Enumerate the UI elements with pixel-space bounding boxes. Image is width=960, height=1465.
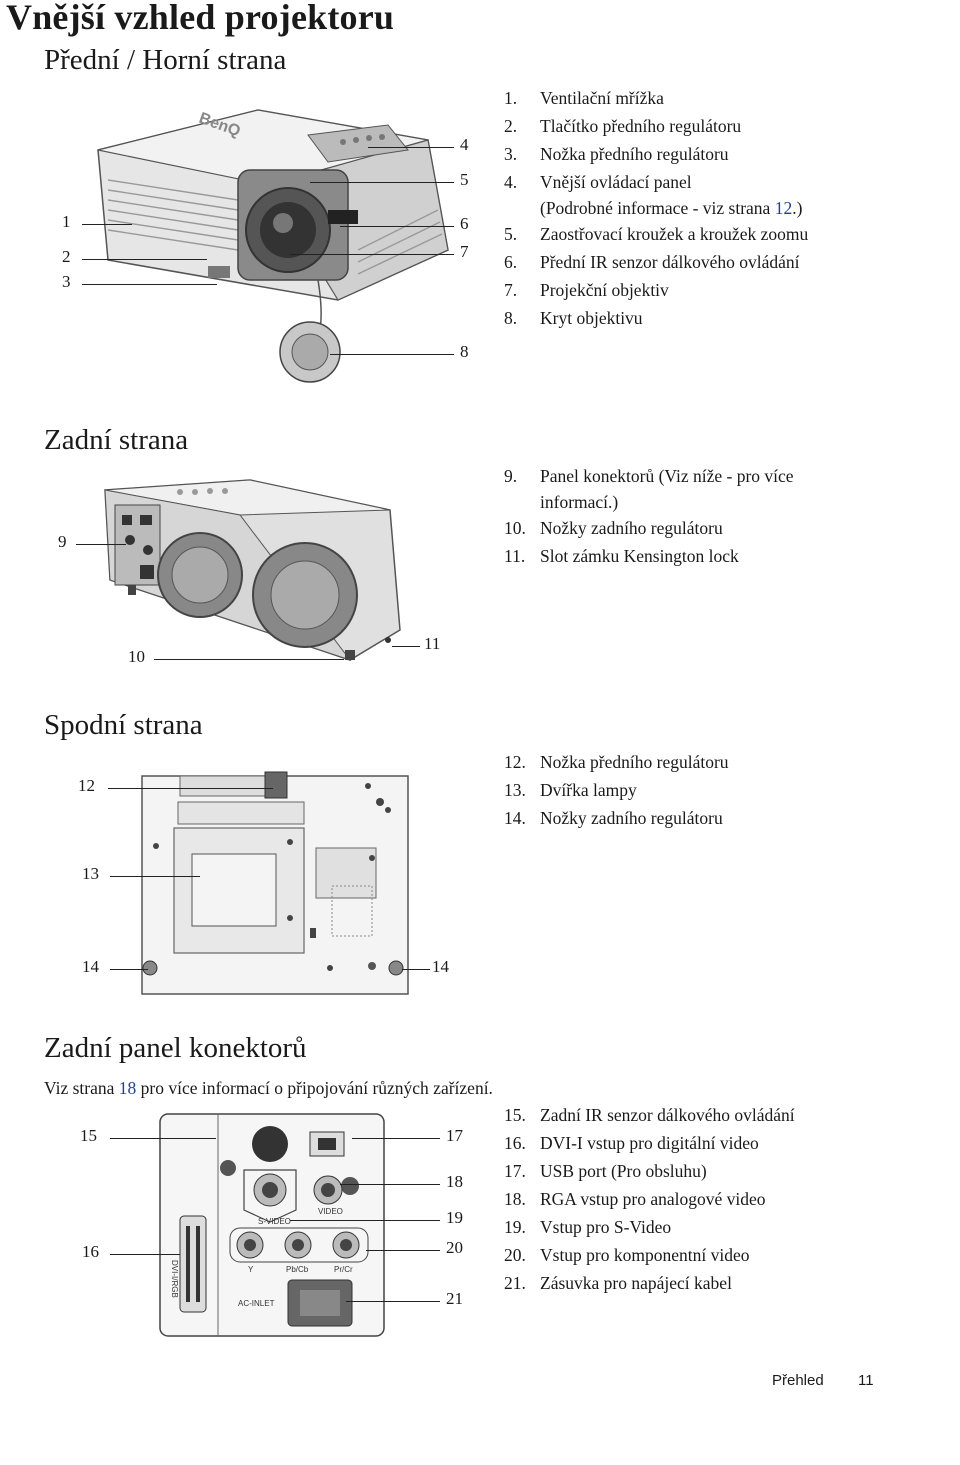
list-item: 11. Slot zámku Kensington lock bbox=[504, 546, 739, 566]
callout-6: 6 bbox=[460, 214, 469, 233]
callout-12: 12 bbox=[78, 776, 95, 795]
pr-label: Pr/Cr bbox=[334, 1265, 353, 1274]
callout-3: 3 bbox=[62, 272, 71, 291]
page-link-18[interactable]: 18 bbox=[118, 1078, 137, 1098]
callout-15: 15 bbox=[80, 1126, 97, 1145]
bottom-parts-list bbox=[504, 748, 944, 832]
list-item: 9. Panel konektorů (Viz níže - pro více informací.) bbox=[504, 466, 794, 512]
callout-7: 7 bbox=[460, 242, 469, 261]
list-item: 6. Přední IR senzor dálkového ovládání bbox=[504, 252, 800, 272]
list-item: 10. Nožky zadního regulátoru bbox=[504, 518, 723, 538]
section-heading-front: Přední / Horní strana bbox=[44, 44, 287, 76]
page-title: Vnější vzhled projektoru bbox=[6, 0, 395, 37]
page-link-12[interactable]: 12 bbox=[774, 198, 793, 218]
list-item: 20. Vstup pro komponentní video bbox=[504, 1245, 750, 1265]
callout-14-left: 14 bbox=[82, 957, 99, 976]
callout-20: 20 bbox=[446, 1238, 463, 1257]
list-item: 19. Vstup pro S-Video bbox=[504, 1217, 672, 1237]
footer-page-number: 11 bbox=[858, 1372, 874, 1389]
list-item: 14. Nožky zadního regulátoru bbox=[504, 808, 723, 828]
projector-bottom-illustration bbox=[140, 768, 412, 1000]
callout-19: 19 bbox=[446, 1208, 463, 1227]
list-item: 4. Vnější ovládací panel (Podrobné informace - viz strana 12.) bbox=[504, 172, 803, 218]
list-item: 13. Dvířka lampy bbox=[504, 780, 637, 800]
list-item: 8. Kryt objektivu bbox=[504, 308, 643, 328]
callout-14-right: 14 bbox=[432, 957, 449, 976]
callout-17: 17 bbox=[446, 1126, 463, 1145]
connectors-intro: Viz strana 18 pro více informací o připojování různých zařízení. bbox=[44, 1078, 493, 1098]
list-item: 18. RGA vstup pro analogové video bbox=[504, 1189, 766, 1209]
list-item: 5. Zaostřovací kroužek a kroužek zoomu bbox=[504, 224, 809, 244]
callout-4: 4 bbox=[460, 135, 469, 154]
callout-9: 9 bbox=[58, 532, 67, 551]
callout-1: 1 bbox=[62, 212, 71, 231]
callout-16: 16 bbox=[82, 1242, 99, 1261]
callout-5: 5 bbox=[460, 170, 469, 189]
callout-13: 13 bbox=[82, 864, 99, 883]
projector-back-illustration bbox=[100, 470, 420, 670]
video-label: VIDEO bbox=[318, 1207, 343, 1216]
list-item: 12. Nožka předního regulátoru bbox=[504, 752, 729, 772]
list-item: 21. Zásuvka pro napájecí kabel bbox=[504, 1273, 732, 1293]
svideo-label: S-VIDEO bbox=[258, 1217, 291, 1226]
callout-8: 8 bbox=[460, 342, 469, 361]
list-item: 2. Tlačítko předního regulátoru bbox=[504, 116, 742, 136]
callout-11: 11 bbox=[424, 634, 441, 653]
footer-section-name: Přehled bbox=[772, 1372, 824, 1389]
list-item: 15. Zadní IR senzor dálkového ovládání bbox=[504, 1105, 795, 1125]
front-parts-list bbox=[504, 84, 944, 332]
ac-inlet-label: AC-INLET bbox=[238, 1299, 275, 1308]
list-item: 3. Nožka předního regulátoru bbox=[504, 144, 729, 164]
list-item: 7. Projekční objektiv bbox=[504, 280, 669, 300]
y-label: Y bbox=[248, 1265, 254, 1274]
connector-panel-illustration bbox=[158, 1110, 388, 1340]
callout-10: 10 bbox=[128, 647, 145, 666]
section-heading-bottom: Spodní strana bbox=[44, 709, 203, 741]
dvi-label: DVI-I/RGB bbox=[170, 1260, 179, 1298]
list-item: 16. DVI-I vstup pro digitální video bbox=[504, 1133, 759, 1153]
projector-front-illustration bbox=[88, 90, 468, 390]
back-parts-list bbox=[504, 462, 944, 570]
section-heading-connectors: Zadní panel konektorů bbox=[44, 1032, 307, 1064]
callout-18: 18 bbox=[446, 1172, 463, 1191]
section-heading-back: Zadní strana bbox=[44, 424, 189, 456]
brand-logo: BenQ bbox=[196, 109, 243, 141]
callout-2: 2 bbox=[62, 247, 71, 266]
list-item: 17. USB port (Pro obsluhu) bbox=[504, 1161, 707, 1181]
list-item: 1. Ventilační mřížka bbox=[504, 88, 664, 108]
callout-21: 21 bbox=[446, 1289, 463, 1308]
connector-parts-list bbox=[504, 1101, 944, 1297]
pb-label: Pb/Cb bbox=[286, 1265, 309, 1274]
